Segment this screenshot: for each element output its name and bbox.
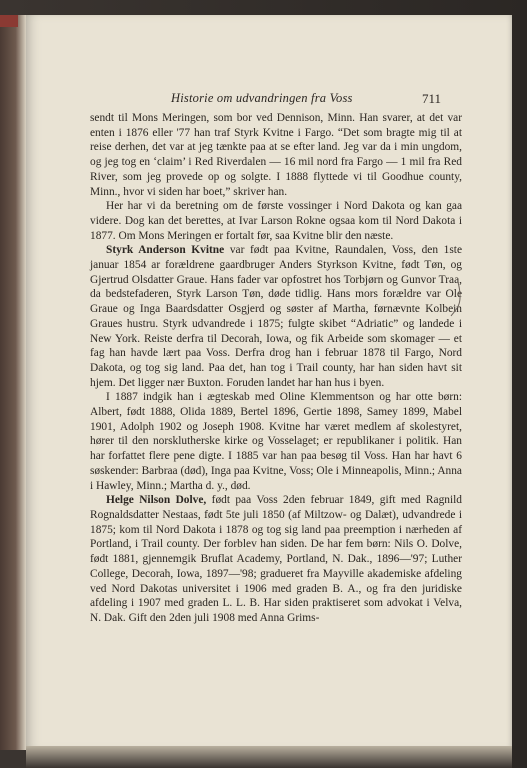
paragraph-2 xyxy=(90,199,462,243)
pencil-margin-mark-icon xyxy=(449,280,463,318)
paragraph-3-text: var født paa Kvitne, Raundalen, Voss, den 1ste januar 1854 ar forældrene gaardbruger Anders Styrkson Kvitne, født Tøn, og Gjertrud Olsdatter Graue. Hans fader var opfostret hos Torbjørn og Gunvor Traa, da bedstefaderen, Styrk Larson Tøn, døde tidlig. Hans mors forældre var Ole Graue og Inga Baardsdatter Osgjerd og søster af Martha, førnævnte Kolbein Graues hustru. Styrk udvandrede i 1875; fulgte skibet “Adriatic” og landede i New York. Reiste derfra til Decorah, Iowa, og fik Arbeide som skomager — et fag han havde lært paa Voss. Derfra drog han i februar 1878 til Fargo, Nord Dakota, og tog sig land. Paa det, han tog i Trail county, har han siden havt sit hjem. Det ligger nær Buxton. Foruden landet har han hus i byen. xyxy=(90,244,462,389)
paragraph-2-text: Her har vi da beretning om de første vossinger i Nord Dakota og kan gaa videre. Dog kan det berettes, at Ivar Larson Rokne ogsaa kom til Nord Dakota i 1877. Om Mons Meringen er fortalt før, saa Kvitne blir den næste. xyxy=(90,200,462,242)
paragraph-3 xyxy=(90,243,462,390)
paragraph-5 xyxy=(90,493,462,625)
left-page-edge xyxy=(0,15,26,750)
paragraph-3-heading: Styrk Anderson Kvitne xyxy=(106,244,225,257)
paragraph-4 xyxy=(90,390,462,493)
paragraph-4-text: I 1887 indgik han i ægteskab med Oline Klemmentson og har otte børn: Albert, født 1888, Olida 1889, Bertel 1896, Gertie 1898, Samey 1899, Mabel 1901, Adolph 1902 og Joseph 1908. Kvitne har været medlem af skolestyret, hører til den norsklutherske kirke og Vosselaget; er republikaner i politik. Han har forfattet flere pene digte. I 1885 var han paa besøg til Voss. Han har havt 6 søskender: Barbraa (død), Inga paa Kvitne, Voss; Ole i Minneapolis, Minn.; Anna i Hawley, Minn.; Martha d. y., død. xyxy=(90,391,462,492)
paragraph-5-text: født paa Voss 2den februar 1849, gift med Ragnild Rognaldsdatter Nestaas, født 5te juli 1850 (af Miltzow- og Dalæt), udvandrede i 1875; kom til Nord Dakota i 1878 og tog sig land paa preemption i nærheden af Portland, i Trail county. Der forblev han siden. De har fem børn: Nils O. Dolve, født 1881, gjennemgik Bruflat Academy, Portland, N. Dak., 1896—'97; Luther College, Decorah, Iowa, 1897—'98; gradueret fra Mayville akademiske afdeling ved Nord Dakotas universitet i 1906 med graden B. A., og fra den juridiske afdeling i 1907 med graden L. L. B. Har siden praktiseret som advokat i Velva, N. Dak. Gift den 2den juli 1908 med Anna Grims- xyxy=(90,494,463,624)
paragraph-1 xyxy=(90,111,462,199)
running-head: Historie om udvandringen fra Voss xyxy=(171,91,353,105)
book-page xyxy=(26,15,512,750)
paragraph-5-heading: Helge Nilson Dolve, xyxy=(106,494,207,507)
page-bottom-edge xyxy=(26,746,512,768)
body-text xyxy=(90,111,462,626)
bookmark-ribbon xyxy=(0,15,18,27)
paragraph-1-text: sendt til Mons Meringen, som bor ved Dennison, Minn. Han svarer, at det var enten i 1876 eller '77 han traf Styrk Kvitne i Fargo. “Det som bragte mig til at reise derhen, det var at jeg tænkte paa at se efter land. Jeg var da i min ungdom, og jeg tog en ‘claim’ i Red Riverdalen — 16 mil nord fra Fargo — 1 mil fra Red River, som jeg provede op og solgte. I 1888 flyttede vi til Goodhue county, Minn., hvor vi siden har boet,” skriver han. xyxy=(90,112,462,198)
page-number: 711 xyxy=(422,91,442,106)
